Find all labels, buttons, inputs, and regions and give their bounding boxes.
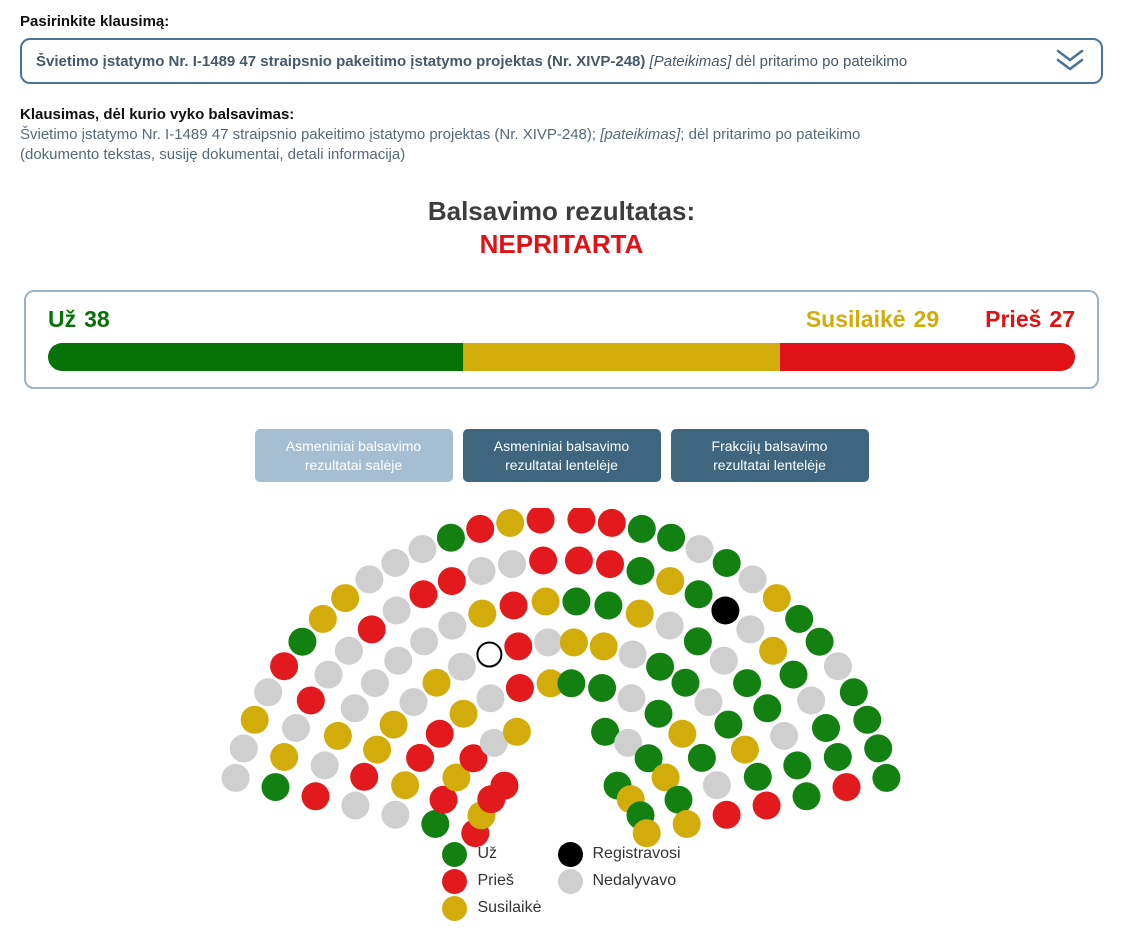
seat-R bbox=[500, 592, 528, 620]
seat-G bbox=[562, 588, 590, 616]
seat-G bbox=[685, 581, 713, 609]
seat-G bbox=[262, 773, 290, 801]
legend-dot-icon bbox=[442, 869, 467, 894]
seat-G bbox=[872, 764, 900, 792]
seat-Y bbox=[309, 605, 337, 633]
seat-N bbox=[341, 792, 369, 820]
seat-Y bbox=[673, 810, 701, 838]
legend-label: Registravosi bbox=[592, 845, 681, 863]
seat-N bbox=[400, 688, 428, 716]
seat-R bbox=[506, 674, 534, 702]
seat-G bbox=[688, 744, 716, 772]
tally-panel bbox=[24, 290, 1099, 389]
question-dropdown[interactable] bbox=[20, 38, 1103, 84]
results-view-buttons bbox=[0, 429, 1123, 482]
seat-N bbox=[448, 653, 476, 681]
seat-Y bbox=[560, 629, 588, 657]
seat-N bbox=[770, 722, 798, 750]
legend-column bbox=[442, 841, 541, 921]
seat-G bbox=[588, 674, 616, 702]
legend-label: Už bbox=[477, 845, 498, 863]
seat-N bbox=[498, 550, 526, 578]
seat-G bbox=[853, 706, 881, 734]
question-links-line: (dokumento tekstas, susiję dokumentai, detali informacija) bbox=[20, 145, 406, 163]
seat-R bbox=[270, 653, 298, 681]
result-verdict: NEPRITARTA bbox=[479, 229, 644, 260]
seat-N bbox=[381, 549, 409, 577]
seat-N bbox=[410, 628, 438, 656]
seat-Y bbox=[363, 736, 391, 764]
legend-item bbox=[442, 868, 541, 894]
tally-bar bbox=[48, 343, 1075, 371]
seat-N bbox=[254, 679, 282, 707]
faction-results-table-button[interactable]: Frakcijų balsavimo rezultatai lentelėje bbox=[671, 429, 869, 482]
seat-N bbox=[695, 688, 723, 716]
seat-Y bbox=[331, 584, 359, 612]
legend-dot-icon bbox=[442, 896, 467, 921]
legend-dot-icon bbox=[442, 842, 467, 867]
seat-R bbox=[504, 633, 532, 661]
tally-bar-abstain-segment bbox=[463, 343, 780, 371]
seat-N bbox=[703, 772, 731, 800]
seat-N bbox=[618, 685, 646, 713]
seat-R bbox=[527, 508, 555, 534]
seat-N bbox=[222, 764, 250, 792]
seat-R bbox=[598, 509, 626, 537]
seat-N bbox=[656, 612, 684, 640]
seat-map-chart bbox=[0, 508, 1123, 853]
seat-G bbox=[714, 711, 742, 739]
seat-G bbox=[665, 786, 693, 814]
seat-R bbox=[713, 801, 741, 829]
seat-G bbox=[793, 783, 821, 811]
related-documents-link[interactable]: susiję dokumentai bbox=[159, 145, 280, 163]
seat-Y bbox=[496, 509, 524, 537]
seat-G bbox=[824, 743, 852, 771]
tally-against-label: Prieš 27 bbox=[985, 306, 1075, 333]
seat-N bbox=[438, 612, 466, 640]
question-dropdown-value: Švietimo įstatymo Nr. I-1489 47 straipsnio pakeitimo įstatymo projektas (Nr. XIVP-248) [Pateikimas] dėl pritarimo po pateikimo bbox=[36, 52, 908, 70]
seat-map-legend bbox=[0, 841, 1123, 921]
seat-Y bbox=[656, 567, 684, 595]
seat-R bbox=[833, 773, 861, 801]
seat-N bbox=[381, 801, 409, 829]
legend-dot-icon bbox=[558, 842, 583, 867]
seat-G bbox=[672, 669, 700, 697]
seat-N bbox=[355, 566, 383, 594]
tally-abstain-label: Susilaikė 29 bbox=[805, 306, 940, 333]
legend-dot-icon bbox=[558, 869, 583, 894]
seat-N bbox=[739, 566, 767, 594]
seat-Y bbox=[759, 637, 787, 665]
seat-Y bbox=[423, 669, 451, 697]
tally-bar-for-segment bbox=[48, 343, 463, 371]
question-text: Švietimo įstatymo Nr. I-1489 47 straipsnio pakeitimo įstatymo projektas (Nr. XIVP-248); [pateikimas]; dėl pritarimo po pateikimo bbox=[20, 126, 861, 143]
seat-N bbox=[311, 752, 339, 780]
seat-R bbox=[565, 547, 593, 575]
seat-G bbox=[744, 763, 772, 791]
personal-results-hall-button[interactable]: Asmeniniai balsavimo rezultatai salėje bbox=[255, 429, 453, 482]
seat-N bbox=[335, 637, 363, 665]
seat-G bbox=[288, 628, 316, 656]
seat-Y bbox=[668, 720, 696, 748]
seat-G bbox=[684, 628, 712, 656]
seat-G bbox=[713, 549, 741, 577]
seat-R bbox=[350, 763, 378, 791]
document-text-link[interactable]: dokumento tekstas bbox=[25, 145, 151, 163]
seat-N bbox=[384, 647, 412, 675]
seat-Y bbox=[468, 600, 496, 628]
seat-Y bbox=[270, 743, 298, 771]
seat-N bbox=[710, 647, 738, 675]
personal-results-table-button[interactable]: Asmeniniai balsavimo rezultatai lentelėje bbox=[463, 429, 661, 482]
question-select-label: Pasirinkite klausimą: bbox=[20, 13, 170, 30]
seat-Y bbox=[532, 588, 560, 616]
seat-Y bbox=[590, 633, 618, 661]
seat-R bbox=[302, 783, 330, 811]
legend-item bbox=[442, 895, 541, 921]
legend-item bbox=[442, 841, 541, 867]
seat-G bbox=[421, 810, 449, 838]
seat-R bbox=[406, 744, 434, 772]
seat-R bbox=[466, 515, 494, 543]
seat-N bbox=[282, 714, 310, 742]
seat-N bbox=[824, 653, 852, 681]
question-heading: Klausimas, dėl kurio vyko balsavimas: bbox=[20, 106, 295, 123]
seat-N bbox=[383, 597, 411, 625]
seat-G bbox=[627, 557, 655, 585]
seat-Y bbox=[450, 700, 478, 728]
seat-G bbox=[557, 670, 585, 698]
legend-item bbox=[558, 841, 681, 867]
legend-item bbox=[558, 868, 681, 894]
result-heading: Balsavimo rezultatas: bbox=[427, 195, 696, 226]
seat-G bbox=[783, 752, 811, 780]
seat-G bbox=[437, 524, 465, 552]
seat-R bbox=[426, 720, 454, 748]
seat-N bbox=[341, 695, 369, 723]
seat-Y bbox=[391, 772, 419, 800]
seat-N bbox=[686, 535, 714, 563]
tally-for-label: Už 38 bbox=[48, 306, 110, 333]
seat-N bbox=[534, 629, 562, 657]
seat-R bbox=[358, 616, 386, 644]
seat-N bbox=[409, 535, 437, 563]
seat-N bbox=[315, 661, 343, 689]
seat-N bbox=[468, 557, 496, 585]
seat-G bbox=[646, 653, 674, 681]
seat-R bbox=[567, 508, 595, 534]
seat-G bbox=[840, 679, 868, 707]
seat-G bbox=[785, 605, 813, 633]
seat-R bbox=[490, 772, 518, 800]
seat-B bbox=[711, 597, 739, 625]
seat-G bbox=[864, 735, 892, 763]
seat-Y bbox=[241, 706, 269, 734]
seat-R bbox=[529, 547, 557, 575]
seat-N bbox=[230, 735, 258, 763]
seat-Y bbox=[626, 600, 654, 628]
chevron-double-down-icon[interactable] bbox=[1053, 47, 1087, 75]
seat-G bbox=[812, 714, 840, 742]
details-link[interactable]: detali informacija bbox=[287, 145, 401, 163]
seat-G bbox=[780, 661, 808, 689]
seat-Y bbox=[380, 711, 408, 739]
tally-bar-against-segment bbox=[780, 343, 1075, 371]
seat-G bbox=[645, 700, 673, 728]
seat-Y bbox=[503, 718, 531, 746]
legend-column bbox=[558, 841, 681, 921]
seat-N bbox=[361, 669, 389, 697]
seat-G bbox=[657, 524, 685, 552]
seat-G bbox=[806, 628, 834, 656]
seat-Y bbox=[324, 722, 352, 750]
seat-N bbox=[477, 685, 505, 713]
seat-G bbox=[753, 695, 781, 723]
legend-label: Prieš bbox=[477, 872, 514, 890]
seat-R bbox=[596, 550, 624, 578]
seat-G bbox=[594, 592, 622, 620]
seat-R bbox=[753, 792, 781, 820]
seat-R bbox=[409, 581, 437, 609]
seat-G bbox=[628, 515, 656, 543]
legend-label: Nedalyvavo bbox=[592, 872, 677, 890]
seat-Y bbox=[763, 584, 791, 612]
seat-Y bbox=[731, 736, 759, 764]
seat-N bbox=[619, 641, 647, 669]
seat-W bbox=[477, 643, 501, 667]
legend-label: Susilaikė bbox=[477, 899, 542, 917]
seat-N bbox=[797, 687, 825, 715]
seat-N bbox=[736, 616, 764, 644]
seat-R bbox=[297, 687, 325, 715]
seat-R bbox=[438, 567, 466, 595]
seat-G bbox=[733, 669, 761, 697]
